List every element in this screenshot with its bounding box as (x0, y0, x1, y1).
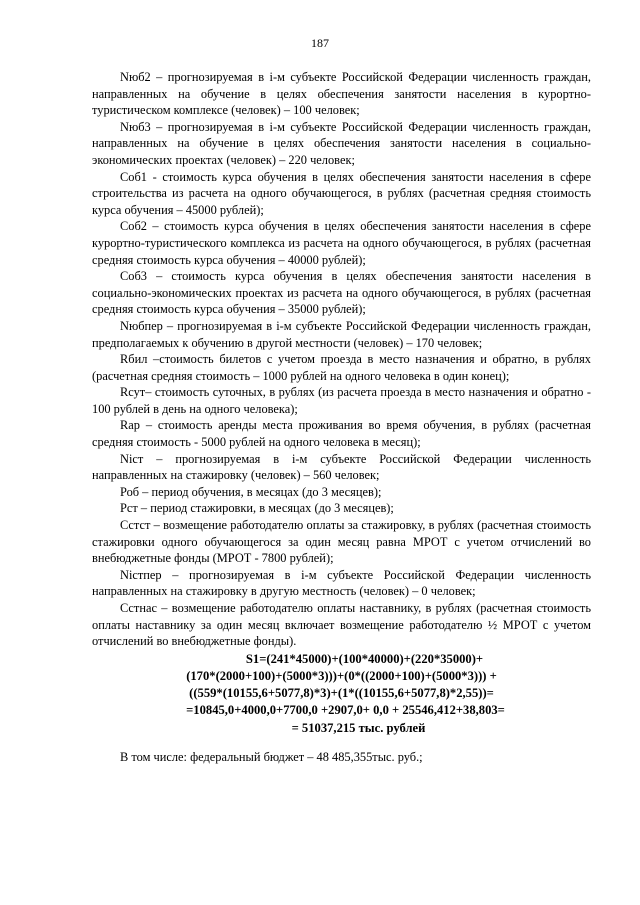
paragraph-n-istper: Nicтпер – прогнозируемая в i-м субъекте Российской Федерации численность направленных на стажировку в другую местность (человек) – 0 человек; (92, 567, 591, 599)
paragraph-n-obper: Nюбпер – прогнозируемая в i-м субъекте Российской Федерации численность граждан, предполагаемых к обучению в другой местности (человек) – 170 человек; (92, 318, 591, 350)
paragraph-c-stst: Сстст – возмещение работодателю оплаты за стажировку, в рублях (расчетная стоимость стажировки одного обучающегося за один месяц равна МРОТ с учетом отчислений во внебюджетные фонды (МРОТ - 7800 рублей); (92, 518, 591, 566)
paragraph-p-st: Рст – период стажировки, в месяцах (до 3 месяцев); (120, 501, 394, 516)
paragraph-c-ob1: Соб1 - стоимость курса обучения в целях обеспечения занятости населения в сфере строительства из расчета на одного обучающегося, в рублях (расчетная средняя стоимость курса обучения – 45000 рублей); (92, 169, 591, 217)
formula-line: S1=(241*45000)+(100*40000)+(220*35000)+ (245, 651, 484, 666)
paragraph-p-ob: Роб – период обучения, в месяцах (до 3 месяцев); (120, 484, 382, 499)
formula-line: ((559*(10155,6+5077,8)*3)+(1*((10155,6+5077,8)*2,55))= (189, 686, 494, 701)
page-number: 187 (311, 36, 329, 50)
paragraph-n-ist: Nicт – прогнозируемая в i-м субъекте Российской Федерации численность направленных на стажировку (человек) – 560 человек; (92, 451, 591, 483)
paragraph-r-sut: Rсут– стоимость суточных, в рублях (из расчета проезда в место назначения и обратно - 100 рублей в день на одного человека); (92, 385, 591, 416)
paragraph-c-ob3: Соб3 – стоимость курса обучения в целях обеспечения занятости населения в социально-экономических проектах из расчета на одного обучающегося, в рублях (расчетная средняя стоимость курса обучения – 35000 рублей); (92, 269, 591, 317)
formula-block (92, 651, 591, 737)
formula-line: =10845,0+4000,0+7700,0 +2907,0+ 0,0 + 25546,412+38,803= (186, 703, 505, 718)
paragraph-r-ar: Rар – стоимость аренды места проживания во время обучения, в рублях (расчетная средняя стоимость - 5000 рублей на одного человека в месяц); (92, 418, 591, 450)
paragraph-c-ob2: Соб2 – стоимость курса обучения в целях обеспечения занятости населения в сфере курортно-туристического комплекса из расчета на одного обучающегося, в рублях (расчетная средняя стоимость курса обучения – 40000 рублей); (92, 219, 591, 267)
formula-result: = 51037,215 тыс. рублей (291, 720, 426, 735)
paragraph-c-stnas: Сстнас – возмещение работодателю оплаты наставнику, в рублях (расчетная стоимость оплаты наставнику за один месяц включает возмещение работодателю ½ МРОТ с учетом отчислений во внебюджетные фонды). (92, 601, 591, 649)
paragraph-n-ob3: Nюб3 – прогнозируемая в i-м субъекте Российской Федерации численность граждан, направленных на обучение в целях обеспечения занятости населения в социально-экономических проектах (человек) – 220 человек; (92, 119, 591, 167)
document-body (92, 69, 591, 765)
closing-paragraph: В том числе: федеральный бюджет – 48 485,355тыс. руб.; (120, 749, 423, 764)
formula-line: (170*(2000+100)+(5000*3)))+(0*((2000+100)+(5000*3))) + (186, 668, 497, 683)
paragraph-r-bil: Rбил –стоимость билетов с учетом проезда в место назначения и обратно, в рублях (расчетная средняя стоимость – 1000 рублей на одного человека в один конец); (92, 352, 591, 383)
paragraph-n-ob2: Nюб2 – прогнозируемая в i-м субъекте Российской Федерации численность граждан, направленных на обучение в целях обеспечения занятости населения в курортно-туристическом комплексе (человек) – 100 человек; (92, 70, 591, 118)
